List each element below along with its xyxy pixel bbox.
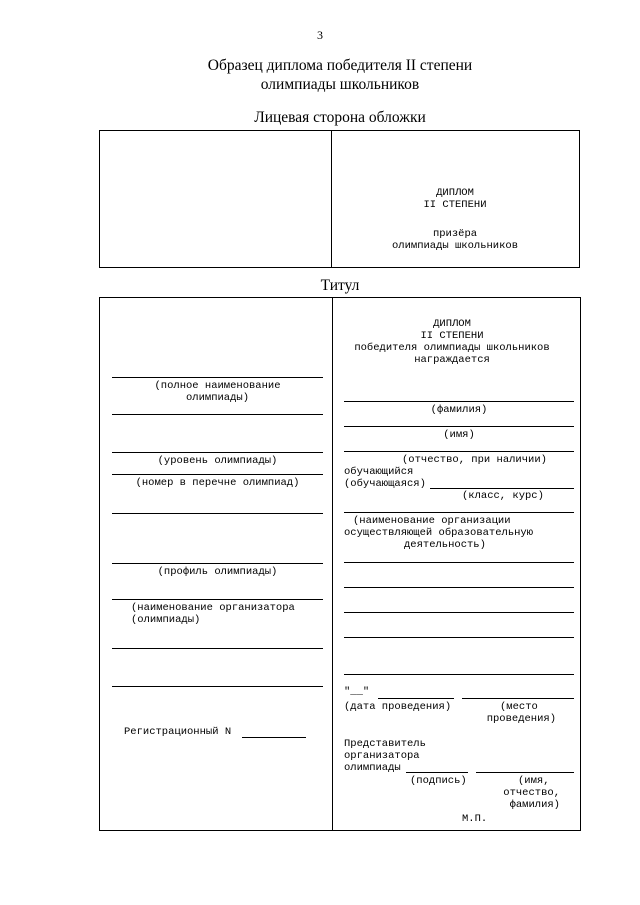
organizer-2: (олимпиады) (131, 614, 201, 626)
cover-divider (331, 130, 332, 268)
page-title-line2: олимпиады школьников (260, 76, 420, 93)
cover-prizer-text (370, 228, 540, 252)
reg-number-line (242, 737, 306, 738)
rep-1: Представитель (344, 738, 426, 750)
cover-olymp: олимпиады школьников (391, 240, 519, 252)
place-1: (место (500, 701, 538, 713)
title-heading: Титул (320, 277, 360, 294)
fio-3: фамилия) (509, 799, 560, 811)
date-quotes: "__" (344, 686, 370, 698)
cover-heading: Лицевая сторона обложки (254, 109, 426, 126)
right-line (344, 637, 574, 638)
left-line (112, 648, 323, 649)
left-line (112, 599, 323, 600)
rep-2: организатора (344, 750, 420, 762)
patronymic-caption: (отчество, при наличии) (402, 454, 547, 466)
student-text (344, 466, 426, 490)
right-line (344, 426, 574, 427)
left-line (112, 513, 323, 514)
org-caption (344, 515, 533, 551)
cover-degree: II СТЕПЕНИ (423, 199, 487, 211)
org-1: (наименование организации (353, 515, 511, 527)
right-line (344, 562, 574, 563)
full-name-1: (полное наименование (154, 380, 281, 392)
date-line (378, 698, 454, 699)
title-awarded: награждается (414, 354, 490, 366)
org-3: деятельность) (404, 539, 486, 551)
reg-number-label: Регистрационный N (124, 726, 232, 738)
title-degree: II СТЕПЕНИ (420, 330, 484, 342)
page-title-line1: Образец диплома победителя II степени (207, 57, 473, 74)
stamp-label: М.П. (462, 813, 488, 825)
cover-prizer: призёра (432, 228, 478, 240)
grade-caption: (класс, курс) (462, 490, 544, 502)
org-2: осуществляющей образовательную (344, 527, 534, 539)
date-caption: (дата проведения) (344, 701, 452, 713)
left-line (112, 563, 323, 564)
signature-caption: (подпись) (410, 775, 467, 787)
right-line (344, 612, 574, 613)
page-title (0, 56, 640, 94)
grade-line (430, 488, 574, 489)
left-line (112, 474, 323, 475)
left-line (112, 452, 323, 453)
place-2: проведения) (486, 713, 556, 725)
cover-diploma-text (380, 187, 530, 211)
organizer-caption (131, 602, 331, 626)
list-number-caption: (номер в перечне олимпиад) (135, 477, 300, 489)
right-line (344, 512, 574, 513)
level-caption: (уровень олимпиады) (157, 455, 278, 467)
left-line (112, 414, 323, 415)
organizer-1: (наименование организатора (131, 602, 295, 614)
right-line (344, 674, 574, 675)
right-line (344, 451, 574, 452)
title-divider (332, 297, 333, 831)
representative-text (344, 738, 426, 774)
title-diploma: ДИПЛОМ (433, 318, 471, 330)
full-name-2: олимпиады) (185, 392, 249, 404)
cover-diploma: ДИПЛОМ (436, 187, 474, 199)
place-line (462, 698, 574, 699)
left-line (112, 686, 323, 687)
right-line (344, 401, 574, 402)
full-name-caption (112, 380, 323, 404)
left-line (112, 377, 323, 378)
name-caption: (имя) (443, 429, 475, 441)
title-winner: победителя олимпиады школьников (354, 342, 550, 354)
student-m: обучающийся (344, 466, 414, 478)
profile-caption: (профиль олимпиады) (157, 566, 278, 578)
title-diploma-text (332, 318, 572, 366)
fio-2: отчество, (503, 787, 560, 799)
right-line (344, 587, 574, 588)
page-number: 3 (317, 28, 323, 42)
signature-line (406, 772, 468, 773)
fio-line (476, 772, 574, 773)
fio-1: (имя, (518, 775, 550, 787)
place-caption (470, 701, 556, 725)
surname-caption: (фамилия) (430, 404, 488, 416)
student-f: (обучающаяся) (344, 478, 426, 490)
fio-caption (480, 775, 560, 811)
rep-3: олимпиады (344, 762, 401, 774)
